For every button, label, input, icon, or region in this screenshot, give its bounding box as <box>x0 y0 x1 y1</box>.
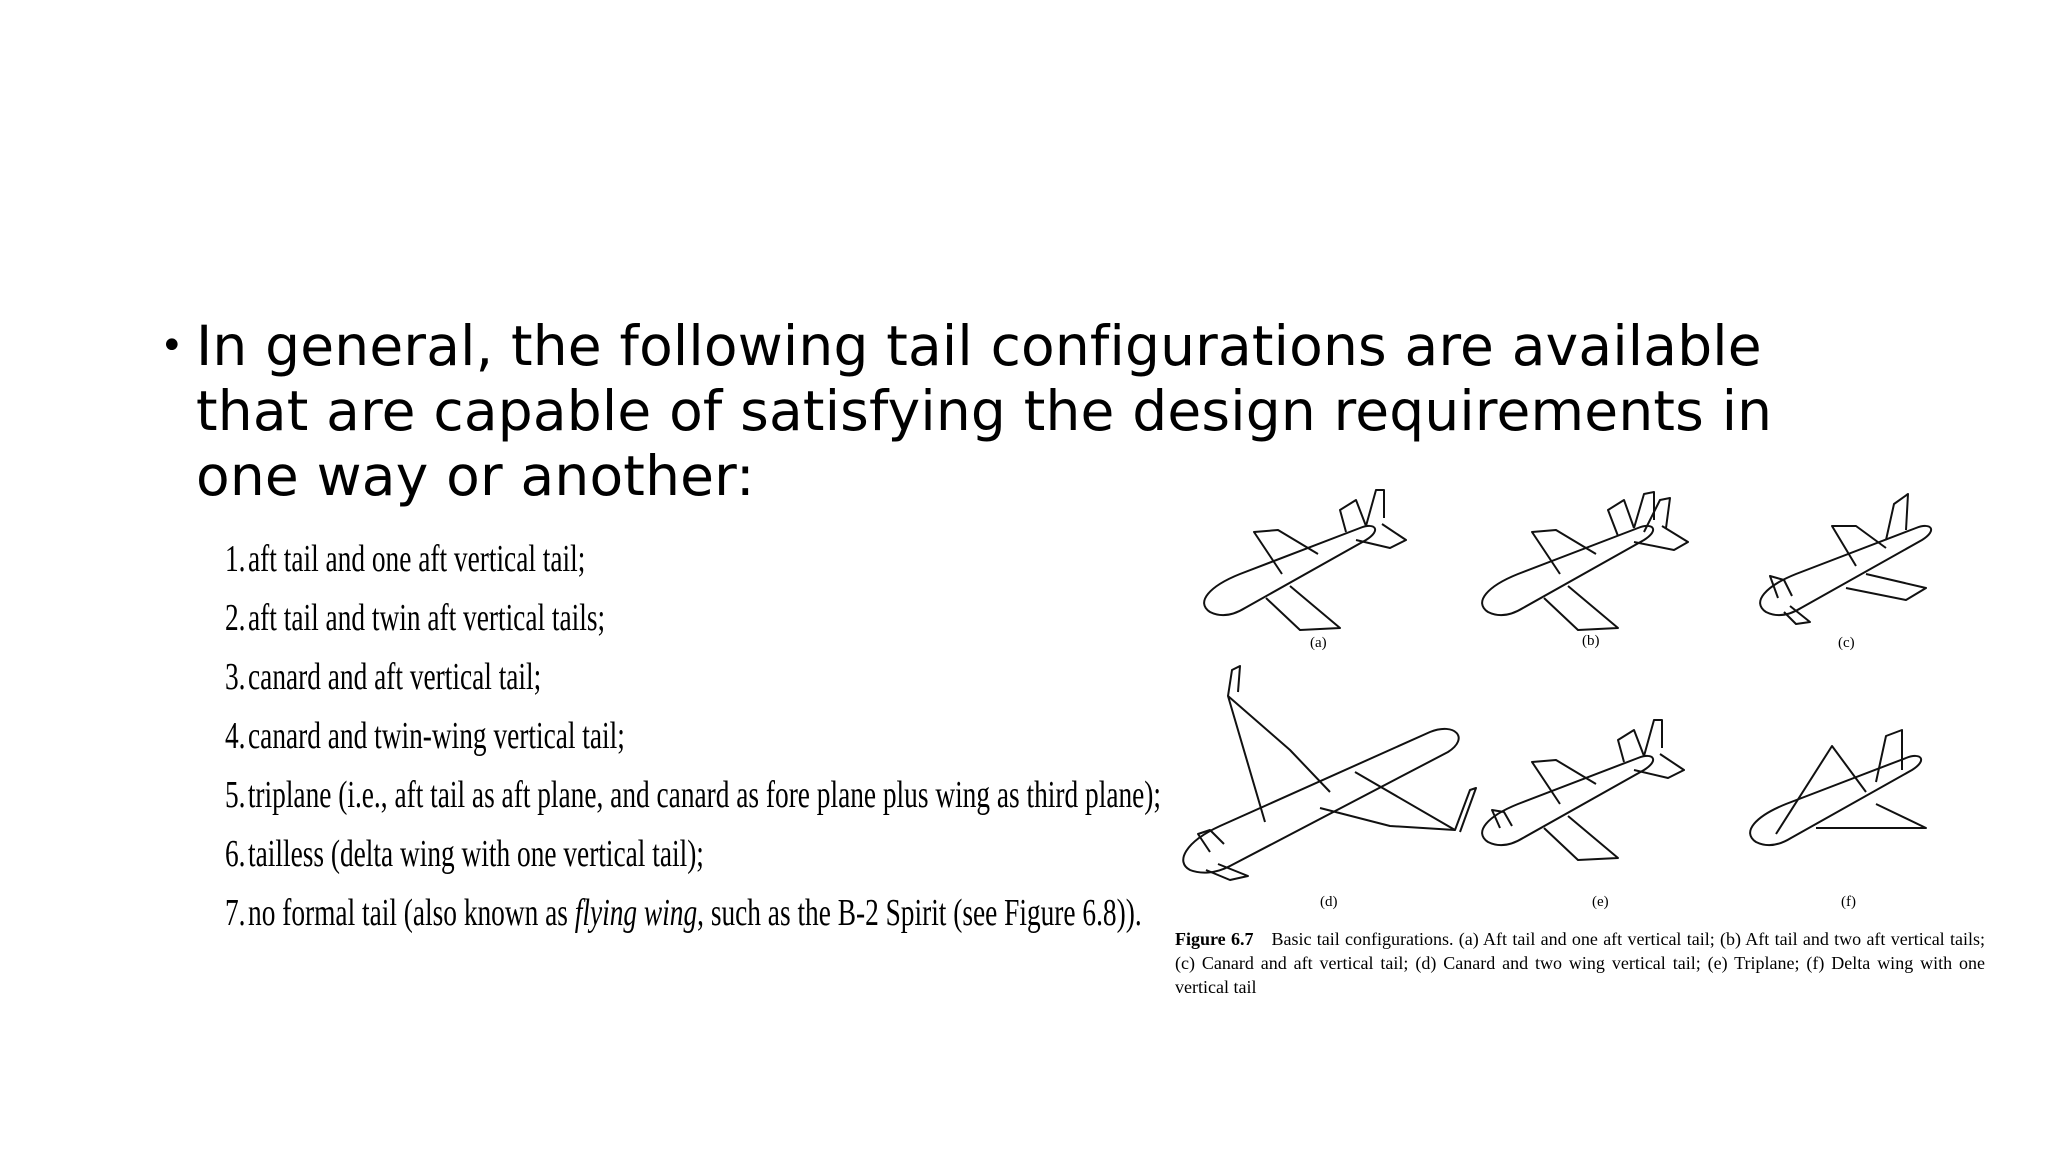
aircraft-d-icon <box>1183 666 1476 880</box>
list-item-text: tailless (delta wing with one vertical tail); <box>248 833 704 875</box>
aircraft-drawings <box>1170 470 1990 920</box>
list-item-number: 4. <box>225 715 246 757</box>
list-item-text <box>248 884 1142 943</box>
figure-caption-label: Figure 6.7 <box>1175 929 1254 949</box>
list-item-number: 3. <box>225 656 246 698</box>
list-item-text-pre: no formal tail (also known as <box>248 892 575 934</box>
list-item-text-post: , such as the B-2 Spirit (see Figure 6.8)). <box>697 892 1142 934</box>
panel-label-c: (c) <box>1838 635 1855 651</box>
list-item <box>225 589 1161 648</box>
list-item <box>225 884 1161 943</box>
aircraft-e-icon <box>1482 720 1684 860</box>
list-item-text: aft tail and one aft vertical tail; <box>248 538 586 580</box>
panel-label-f: (f) <box>1841 894 1856 910</box>
figure-caption-text: Basic tail configurations. (a) Aft tail and one aft vertical tail; (b) Aft tail and two aft vertical tails; (c) Canard and aft vertical tail; (d) Canard and two wing vertical tail; (e) Triplane; (f) Delta wing with one vertical tail <box>1175 929 1985 997</box>
list-item-text: canard and twin-wing vertical tail; <box>248 715 625 757</box>
list-item-number: 5. <box>225 774 246 816</box>
tail-configuration-list <box>225 530 1162 943</box>
list-item-text-italic: flying wing <box>574 892 698 934</box>
aircraft-a-icon <box>1204 490 1406 630</box>
bullet-text: In general, the following tail configurations are available that are capable of satisfying the design requirements in one way or another: <box>196 314 1773 508</box>
list-item-text: triplane (i.e., aft tail as aft plane, and canard as fore plane plus wing as third plane); <box>247 774 1162 816</box>
bullet-dot: • <box>160 323 184 369</box>
list-item <box>225 707 1161 766</box>
panel-label-b: (b) <box>1582 633 1600 649</box>
figure-caption <box>1175 927 1985 999</box>
list-item-text: canard and aft vertical tail; <box>248 656 542 698</box>
list-item <box>225 530 1161 589</box>
panel-label-d: (d) <box>1320 894 1338 910</box>
list-item <box>225 766 1161 825</box>
list-item-text: aft tail and twin aft vertical tails; <box>248 597 606 639</box>
list-item-number: 2. <box>225 597 246 639</box>
aircraft-f-icon <box>1750 730 1926 845</box>
list-item-number: 1. <box>225 538 246 580</box>
panel-label-a: (a) <box>1310 635 1327 651</box>
list-item-number: 7. <box>225 892 246 934</box>
list-item-number: 6. <box>225 833 246 875</box>
list-item <box>225 648 1161 707</box>
aircraft-b-icon <box>1482 492 1688 630</box>
list-item <box>225 825 1161 884</box>
panel-label-e: (e) <box>1592 894 1609 910</box>
aircraft-c-icon <box>1760 494 1931 624</box>
